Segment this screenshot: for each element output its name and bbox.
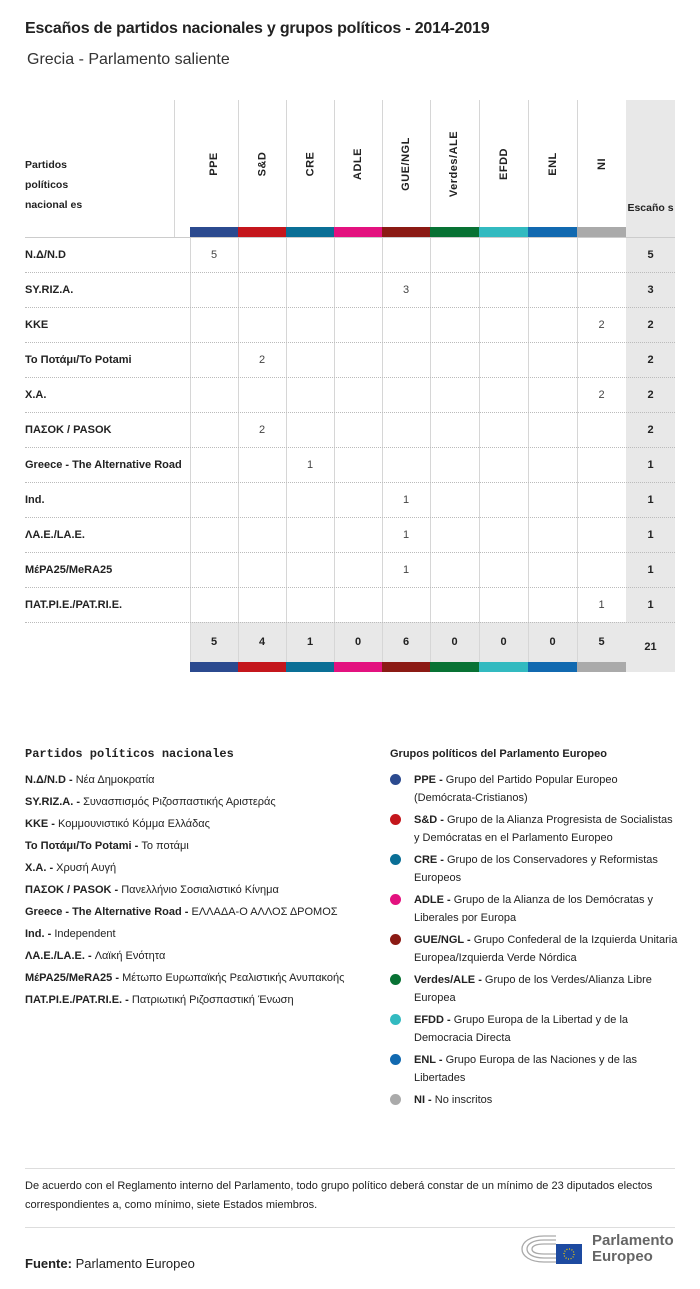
seat-count: 1 bbox=[598, 598, 605, 611]
column-header-label: ENL bbox=[546, 151, 559, 176]
party-total: 1 bbox=[647, 493, 654, 506]
legend-party-item bbox=[25, 793, 375, 811]
group-color-bar bbox=[190, 662, 238, 672]
legend-groups-title: Grupos políticos del Parlamento Europeo bbox=[390, 748, 607, 760]
group-color-dot bbox=[390, 894, 401, 905]
column-header-sd bbox=[238, 100, 286, 227]
group-color-dot bbox=[390, 1094, 401, 1105]
legend-group-item bbox=[390, 971, 678, 1007]
group-color-bar bbox=[577, 227, 626, 237]
group-color-dot bbox=[390, 934, 401, 945]
legend-abbr: ENL - bbox=[414, 1054, 446, 1066]
group-color-bar bbox=[286, 227, 334, 237]
legend-abbr: ΜέΡΑ25/MeRA25 - bbox=[25, 972, 123, 984]
name-column-header: Partidos políticos nacional es bbox=[25, 159, 83, 211]
hemicycle-flag-icon bbox=[520, 1232, 584, 1266]
group-color-bar bbox=[334, 662, 382, 672]
page-subtitle: Grecia - Parlamento saliente bbox=[27, 51, 230, 68]
legend-party-item bbox=[25, 903, 375, 921]
party-name: ΠΑΣΟΚ / PASOK bbox=[25, 423, 112, 436]
group-color-bar bbox=[528, 227, 577, 237]
legend-party-item bbox=[25, 925, 375, 943]
column-header-adle bbox=[334, 100, 382, 227]
column-header-efdd bbox=[479, 100, 528, 227]
column-header-verdesale bbox=[430, 100, 479, 227]
legend-abbr: PPE - bbox=[414, 774, 446, 786]
party-total: 1 bbox=[647, 458, 654, 471]
legend-abbr: CRE - bbox=[414, 854, 447, 866]
seat-count: 2 bbox=[598, 318, 605, 331]
legend-desc: Μέτωπο Ευρωπαϊκής Ρεαλιστικής Ανυπακοής bbox=[122, 972, 345, 984]
seat-count: 2 bbox=[598, 388, 605, 401]
party-total: 2 bbox=[647, 353, 654, 366]
source bbox=[25, 1256, 195, 1271]
seat-count: 2 bbox=[258, 423, 266, 436]
legend-abbr: Verdes/ALE - bbox=[414, 974, 485, 986]
party-name: KKE bbox=[25, 318, 49, 331]
legend-desc: Το ποτάμι bbox=[141, 840, 189, 852]
divider bbox=[174, 100, 175, 237]
party-total: 2 bbox=[647, 318, 654, 331]
seat-count: 3 bbox=[402, 283, 410, 296]
row-divider bbox=[25, 517, 675, 518]
legend-desc: No inscritos bbox=[434, 1094, 493, 1106]
legend-abbr: SY.RIZ.A. - bbox=[25, 796, 84, 808]
group-color-dot bbox=[390, 1014, 401, 1025]
group-color-bar bbox=[479, 662, 528, 672]
group-color-bar bbox=[190, 227, 238, 237]
group-color-bar bbox=[238, 662, 286, 672]
party-total: 2 bbox=[647, 423, 654, 436]
group-color-dot bbox=[390, 974, 401, 985]
legend-group-item bbox=[390, 1091, 678, 1109]
legend-party-item bbox=[25, 947, 375, 965]
source-name: Parlamento Europeo bbox=[75, 1256, 195, 1271]
group-color-dot bbox=[390, 814, 401, 825]
group-color-dot bbox=[390, 1054, 401, 1065]
source-label: Fuente: bbox=[25, 1256, 72, 1271]
legend-desc: Grupo de los Verdes/Alianza Libre Europea bbox=[414, 974, 652, 1004]
legend-desc: Grupo de la Alianza Progresista de Socialistas y Demócratas en el Parlamento Europeo bbox=[414, 814, 673, 844]
logo-text: Parlamento Europeo bbox=[592, 1232, 674, 1265]
row-divider bbox=[25, 622, 675, 623]
legend-party-item bbox=[25, 991, 375, 1009]
party-name: ΛΑ.Ε./LA.E. bbox=[25, 528, 85, 541]
column-header-enl bbox=[528, 100, 577, 227]
party-name: ΜέΡΑ25/MeRA25 bbox=[25, 563, 113, 576]
seat-count: 2 bbox=[258, 353, 266, 366]
legend-desc: Λαϊκή Ενότητα bbox=[94, 950, 166, 962]
footnote: De acuerdo con el Reglamento interno del Parlamento, todo grupo político deberá constar de un mínimo de 23 diputados electos correspondientes a, como mínimo, siete Estados miembros. bbox=[25, 1168, 675, 1228]
group-color-bar bbox=[286, 662, 334, 672]
group-color-bar bbox=[430, 227, 479, 237]
group-color-bar bbox=[430, 662, 479, 672]
party-total: 5 bbox=[647, 248, 654, 261]
party-total: 2 bbox=[647, 388, 654, 401]
party-total: 1 bbox=[647, 528, 654, 541]
row-divider bbox=[25, 482, 675, 483]
legend-desc: Συνασπισμός Ριζοσπαστικής Αριστεράς bbox=[83, 796, 276, 808]
party-name: ΠΑΤ.ΡΙ.Ε./PAT.RI.E. bbox=[25, 598, 123, 611]
legend-abbr: S&D - bbox=[414, 814, 447, 826]
legend-desc: Grupo Europa de la Libertad y de la Democracia Directa bbox=[414, 1014, 629, 1044]
party-total: 3 bbox=[647, 283, 654, 296]
group-color-bar bbox=[382, 662, 430, 672]
column-header-ppe bbox=[190, 100, 238, 227]
legend-party-item bbox=[25, 969, 375, 987]
group-color-bar bbox=[334, 227, 382, 237]
group-total: 5 bbox=[598, 636, 605, 648]
legend-abbr: Το Ποτάμι/To Potami - bbox=[25, 840, 142, 852]
legend-group-item bbox=[390, 1051, 678, 1087]
group-total: 6 bbox=[402, 636, 410, 648]
column-header-label: GUE/NGL bbox=[400, 136, 412, 191]
group-color-bar bbox=[238, 227, 286, 237]
legend-abbr: ADLE - bbox=[414, 894, 454, 906]
legend-group-item bbox=[390, 1011, 678, 1047]
group-color-bar bbox=[382, 227, 430, 237]
column-header-label: S&D bbox=[255, 151, 268, 176]
legend-group-item bbox=[390, 891, 678, 927]
legend-abbr: ΠΑΣΟΚ / PASOK - bbox=[25, 884, 122, 896]
legend-desc: Grupo del Partido Popular Europeo (Demócrata-Cristianos) bbox=[414, 774, 618, 804]
party-name: Ind. bbox=[25, 493, 45, 506]
legend-party-item bbox=[25, 859, 375, 877]
seat-count: 1 bbox=[402, 493, 410, 506]
legend-abbr: NI - bbox=[414, 1094, 435, 1106]
group-color-dot bbox=[390, 774, 401, 785]
group-color-bar bbox=[577, 662, 626, 672]
legend-desc: Χρυσή Αυγή bbox=[56, 862, 117, 874]
column-header-label: ADLE bbox=[351, 147, 364, 180]
seat-count: 5 bbox=[210, 248, 218, 261]
party-total: 1 bbox=[647, 563, 654, 576]
legend-desc: Grupo Europa de las Naciones y de las Libertades bbox=[414, 1054, 637, 1084]
legend-party-item bbox=[25, 837, 375, 855]
column-header-label: Verdes/ALE bbox=[448, 130, 461, 197]
legend-abbr: X.A. - bbox=[25, 862, 57, 874]
seat-count: 1 bbox=[402, 528, 410, 541]
legend-party-item bbox=[25, 815, 375, 833]
legend-abbr: ΛΑ.Ε./LA.E. - bbox=[25, 950, 95, 962]
party-total: 1 bbox=[647, 598, 654, 611]
row-divider bbox=[25, 237, 675, 238]
column-header-ni bbox=[577, 100, 626, 227]
legend-group-item bbox=[390, 811, 678, 847]
total-column-header: Escaño s bbox=[627, 202, 674, 214]
legend-desc: Independent bbox=[54, 928, 116, 940]
legend-abbr: Greece - The Alternative Road - bbox=[25, 906, 192, 918]
row-divider bbox=[25, 552, 675, 553]
legend-desc: Κομμουνιστικό Κόμμα Ελλάδας bbox=[58, 818, 210, 830]
legend-parties-title: Partidos políticos nacionales bbox=[25, 747, 234, 761]
group-color-bar bbox=[479, 227, 528, 237]
ep-logo bbox=[520, 1232, 682, 1266]
legend-group-item bbox=[390, 771, 678, 807]
party-name: Το Ποτάμι/To Potami bbox=[25, 353, 132, 366]
party-name: Greece - The Alternative Road bbox=[25, 458, 182, 471]
party-name: SY.RIZ.A. bbox=[25, 283, 74, 296]
legend-group-item bbox=[390, 851, 678, 887]
legend-abbr: Ind. - bbox=[25, 928, 55, 940]
party-name: N.Δ/N.D bbox=[25, 248, 66, 261]
group-total: 1 bbox=[306, 636, 314, 648]
legend-group-item bbox=[390, 931, 678, 967]
legend-party-item bbox=[25, 881, 375, 899]
group-total: 0 bbox=[549, 636, 556, 648]
column-header-label: CRE bbox=[303, 151, 316, 176]
column-header-guengl bbox=[382, 100, 430, 227]
column-header-label: NI bbox=[595, 157, 608, 170]
row-divider bbox=[25, 272, 675, 273]
legend-national-parties bbox=[25, 745, 375, 1013]
legend-abbr: N.Δ/N.D - bbox=[25, 774, 76, 786]
legend-desc: Grupo de la Alianza de los Demócratas y Liberales por Europa bbox=[414, 894, 654, 924]
group-total: 0 bbox=[354, 636, 362, 648]
seats-table bbox=[25, 100, 675, 680]
grand-total: 21 bbox=[644, 641, 657, 653]
column-header-label: PPE bbox=[207, 151, 220, 176]
group-color-bar bbox=[528, 662, 577, 672]
legend-abbr: GUE/NGL - bbox=[414, 934, 474, 946]
group-total: 0 bbox=[500, 636, 507, 648]
row-divider bbox=[25, 412, 675, 413]
seat-count: 1 bbox=[306, 458, 314, 471]
divider bbox=[190, 237, 191, 622]
legend-political-groups bbox=[390, 745, 678, 1113]
legend-desc: Πατριωτική Ριζοσπαστική Ένωση bbox=[131, 994, 294, 1006]
legend-desc: Πανελλήνιο Σοσιαλιστικό Κίνημα bbox=[121, 884, 279, 896]
seat-count: 1 bbox=[402, 563, 410, 576]
group-color-dot bbox=[390, 854, 401, 865]
party-name: X.A. bbox=[25, 388, 47, 401]
legend-abbr: EFDD - bbox=[414, 1014, 454, 1026]
legend-desc: Νέα Δημοκρατία bbox=[75, 774, 155, 786]
legend-abbr: ΠΑΤ.ΡΙ.Ε./PAT.RI.E. - bbox=[25, 994, 132, 1006]
legend-desc: Grupo Confederal de la Izquierda Unitaria Europea/Izquierda Verde Nórdica bbox=[414, 934, 678, 964]
legend-desc: Grupo de los Conservadores y Reformistas Europeos bbox=[414, 854, 658, 884]
legend-party-item bbox=[25, 771, 375, 789]
group-total: 4 bbox=[258, 636, 266, 648]
group-total: 5 bbox=[210, 636, 218, 648]
legend-desc: ΕΛΛΑΔΑ-Ο ΑΛΛΟΣ ΔΡΟΜΟΣ bbox=[191, 906, 338, 918]
page-title: Escaños de partidos nacionales y grupos políticos - 2014-2019 bbox=[25, 20, 490, 37]
column-header-label: EFDD bbox=[497, 147, 510, 180]
group-total: 0 bbox=[451, 636, 458, 648]
column-header-cre bbox=[286, 100, 334, 227]
legend-abbr: KKE - bbox=[25, 818, 58, 830]
